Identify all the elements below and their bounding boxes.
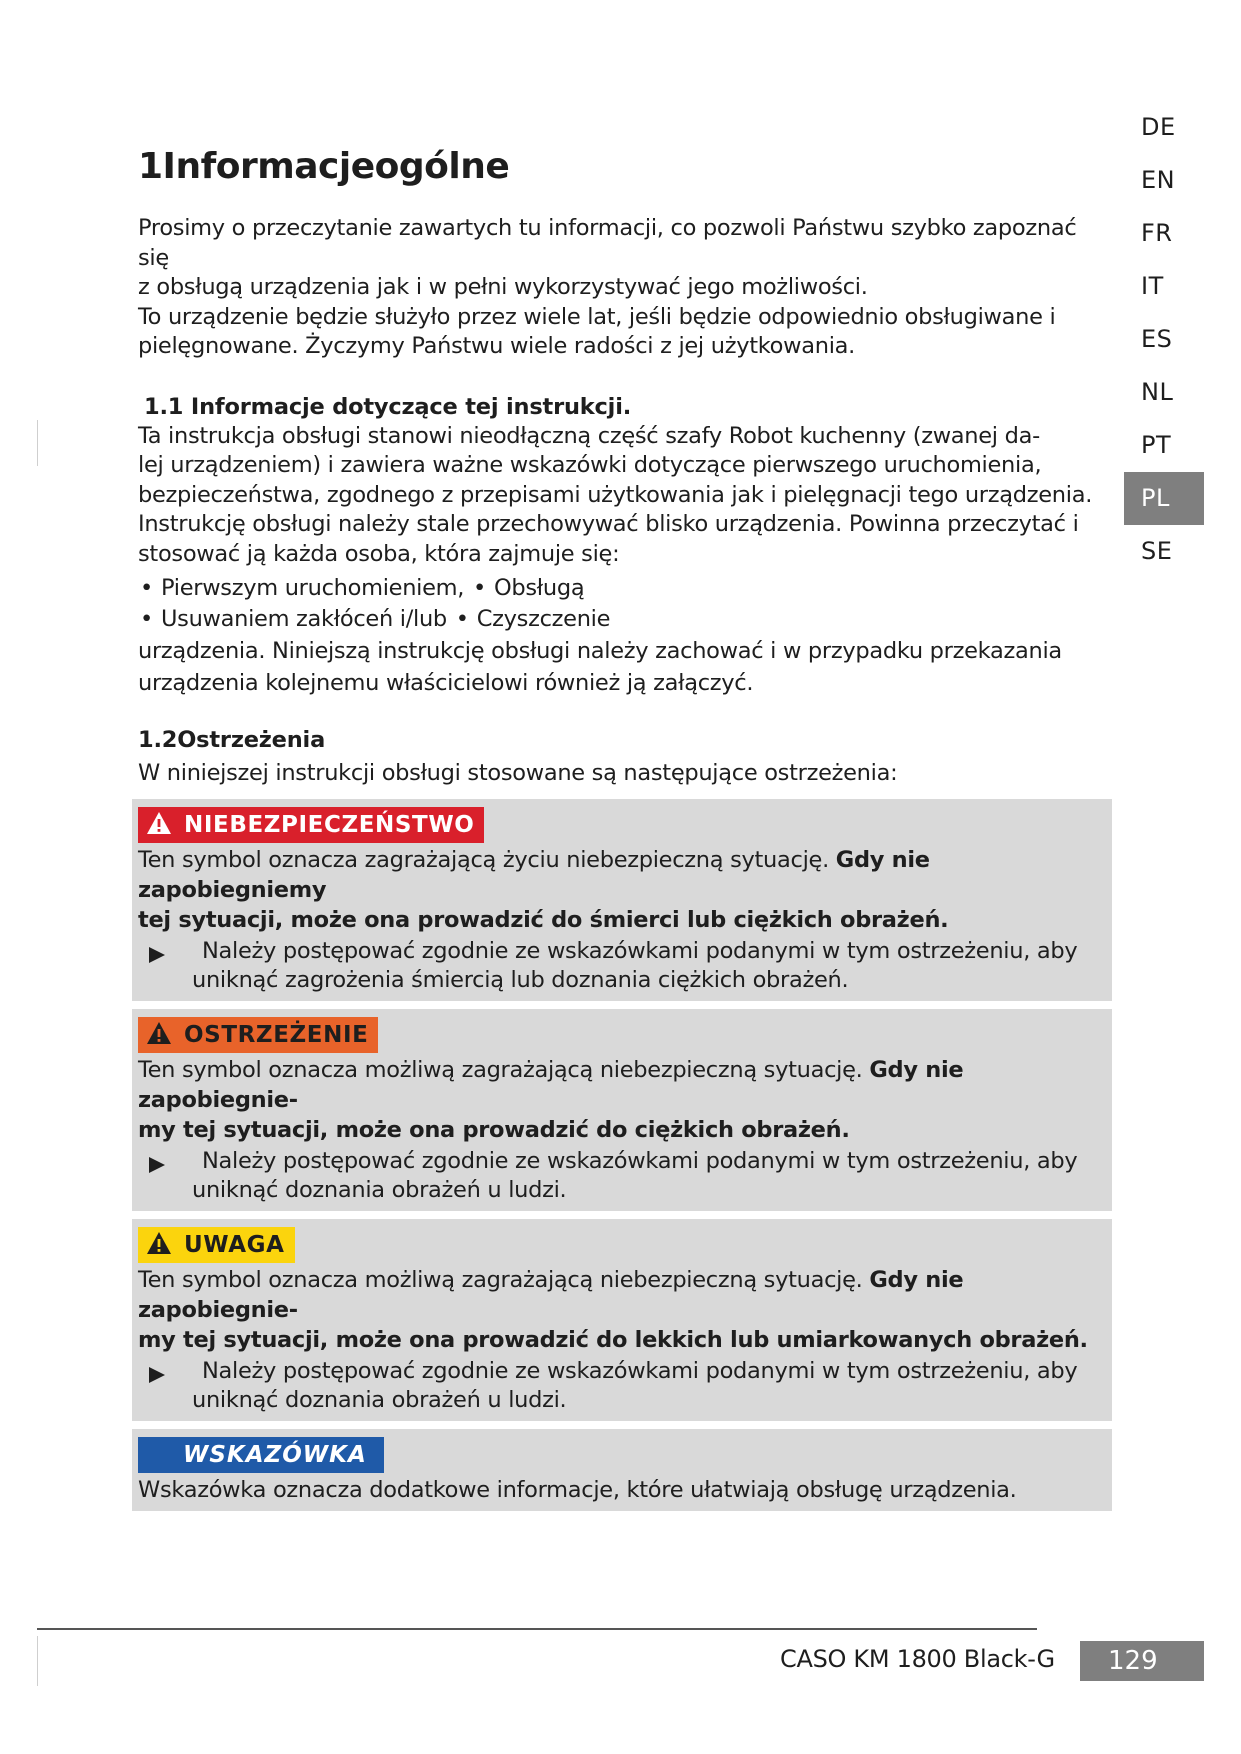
intro-line: Prosimy o przeczytanie zawartych tu informacji, co pozwoli Państwu szybko zapoznać się xyxy=(138,215,1077,271)
warnings-intro: W niniejszej instrukcji obsługi stosowane są następujące ostrzeżenia: xyxy=(138,760,898,786)
action-line: uniknąć zagrożenia śmiercią lub doznania ciężkich obrażeń. xyxy=(192,966,849,993)
warning-triangle-icon xyxy=(146,1231,172,1255)
danger-text xyxy=(138,845,1106,935)
bullet-dot-icon: • xyxy=(455,606,469,632)
lang-tab-nl[interactable]: NL xyxy=(1141,378,1174,406)
bullet-dot-icon: • xyxy=(140,575,153,601)
bullet-row xyxy=(138,604,1098,635)
warning-triangle-icon xyxy=(146,1021,172,1045)
bullet-dot-icon: • xyxy=(140,606,153,632)
danger-label: NIEBEZPIECZEŃSTWO xyxy=(184,811,475,838)
intro-line: pielęgnowane. Życzymy Państwu wiele radości z jej użytkowania. xyxy=(138,333,855,359)
notice-text-bold: Gdy nie zapobiegniemy xyxy=(138,846,930,903)
lang-tab-en[interactable]: EN xyxy=(1141,166,1176,194)
danger-action xyxy=(138,937,1106,995)
action-line: Należy postępować zgodnie ze wskazówkami podanymi w tym ostrzeżeniu, aby xyxy=(202,1147,1078,1174)
body-line: Ta instrukcja obsługi stanowi nieodłączną część szafy Robot kuchenny (zwanej da- xyxy=(138,422,1040,449)
hint-badge: WSKAZÓWKA xyxy=(138,1437,384,1473)
footer-model-name: CASO KM 1800 Black-G xyxy=(780,1645,1055,1673)
warning-text xyxy=(138,1055,1106,1145)
danger-badge xyxy=(138,807,484,843)
warning-badge xyxy=(138,1017,378,1053)
intro-paragraph xyxy=(138,214,1098,362)
bullet-list xyxy=(138,573,1098,635)
action-arrow-icon xyxy=(148,1363,166,1392)
body-line: stosować ją każda osoba, która zajmuje się: xyxy=(138,540,620,567)
closing-line: urządzenia. Niniejszą instrukcję obsługi należy zachować i w przypadku przekazania xyxy=(138,638,1062,664)
lang-tab-pl[interactable]: PL xyxy=(1124,472,1204,525)
section-heading-1-1: 1.1 Informacje dotyczące tej instrukcji. xyxy=(144,393,632,420)
notice-text-bold: my tej sytuacji, może ona prowadzić do lekkich lub umiarkowanych obrażeń. xyxy=(138,1326,1088,1353)
lang-tab-pt[interactable]: PT xyxy=(1141,431,1172,459)
action-line: uniknąć doznania obrażeń u ludzi. xyxy=(192,1176,567,1203)
bullet-item: Usuwaniem zakłóceń i/lub xyxy=(160,606,447,632)
notice-text-bold: my tej sytuacji, może ona prowadzić do ciężkich obrażeń. xyxy=(138,1116,850,1143)
action-line: uniknąć doznania obrażeń u ludzi. xyxy=(192,1386,567,1413)
action-line: Należy postępować zgodnie ze wskazówkami podanymi w tym ostrzeżeniu, aby xyxy=(202,1357,1078,1384)
section-1-1-body xyxy=(138,422,1098,570)
warning-label: OSTRZEŻENIE xyxy=(184,1021,369,1048)
page-number: 129 xyxy=(1080,1641,1204,1681)
body-line: Instrukcję obsługi należy stale przechowywać blisko urządzenia. Powinna przeczytać i xyxy=(138,511,1079,537)
lang-tab-de[interactable]: DE xyxy=(1141,113,1176,141)
warning-triangle-icon xyxy=(146,811,172,835)
lang-tab-se[interactable]: SE xyxy=(1141,537,1173,565)
caution-badge xyxy=(138,1227,295,1263)
margin-mark-bottom xyxy=(37,1636,38,1686)
language-tabs xyxy=(1124,107,1204,584)
page-title: 1Informacjeogólne xyxy=(138,146,510,187)
closing-line: urządzenia kolejnemu właścicielowi również ją załączyć. xyxy=(138,670,754,696)
bullet-item: Czyszczenie xyxy=(476,606,611,632)
notice-text-plain: Ten symbol oznacza możliwą zagrażającą niebezpieczną sytuację. xyxy=(138,1056,870,1083)
notice-text-bold: Gdy nie zapobiegnie- xyxy=(138,1056,964,1113)
notice-hint xyxy=(132,1429,1112,1511)
caution-label: UWAGA xyxy=(184,1231,285,1258)
lang-tab-fr[interactable]: FR xyxy=(1141,219,1173,247)
section-heading-1-2: 1.2Ostrzeżenia xyxy=(138,727,326,753)
action-arrow-icon xyxy=(148,943,166,972)
warning-action xyxy=(138,1147,1106,1205)
bullet-row xyxy=(138,573,1098,604)
notice-text-bold: tej sytuacji, może ona prowadzić do śmierci lub ciężkich obrażeń. xyxy=(138,906,949,933)
body-line: lej urządzeniem) i zawiera ważne wskazówki dotyczące pierwszego uruchomienia, xyxy=(138,452,1042,478)
hint-text: Wskazówka oznacza dodatkowe informacje, które ułatwiają obsługę urządzenia. xyxy=(138,1476,1017,1503)
notice-text-plain: Ten symbol oznacza możliwą zagrażającą niebezpieczną sytuację. xyxy=(138,1266,870,1293)
body-line: bezpieczeństwa, zgodnego z przepisami użytkowania jak i pielęgnacji tego urządzenia. xyxy=(138,481,1093,508)
bullet-dot-icon: • xyxy=(473,575,486,601)
intro-line: To urządzenie będzie służyło przez wiele lat, jeśli będzie odpowiednio obsługiwane i xyxy=(138,303,1056,330)
notice-text-plain: Ten symbol oznacza zagrażającą życiu niebezpieczną sytuację. xyxy=(138,846,836,873)
lang-tab-es[interactable]: ES xyxy=(1141,325,1173,353)
bullet-item: Obsługą xyxy=(493,575,585,601)
notice-caution xyxy=(132,1219,1112,1421)
bullet-item: Pierwszym uruchomieniem, xyxy=(160,575,465,601)
caution-action xyxy=(138,1357,1106,1415)
action-arrow-icon xyxy=(148,1153,166,1182)
notice-warning xyxy=(132,1009,1112,1211)
notice-danger xyxy=(132,799,1112,1001)
caution-text xyxy=(138,1265,1106,1355)
margin-mark-top xyxy=(37,420,38,466)
page-content xyxy=(138,214,1098,1511)
notice-text-bold: Gdy nie zapobiegnie- xyxy=(138,1266,964,1323)
action-line: Należy postępować zgodnie ze wskazówkami podanymi w tym ostrzeżeniu, aby xyxy=(202,937,1078,964)
footer-divider xyxy=(37,1628,1037,1630)
intro-line: z obsługą urządzenia jak i w pełni wykorzystywać jego możliwości. xyxy=(138,274,868,300)
lang-tab-it[interactable]: IT xyxy=(1141,272,1164,300)
